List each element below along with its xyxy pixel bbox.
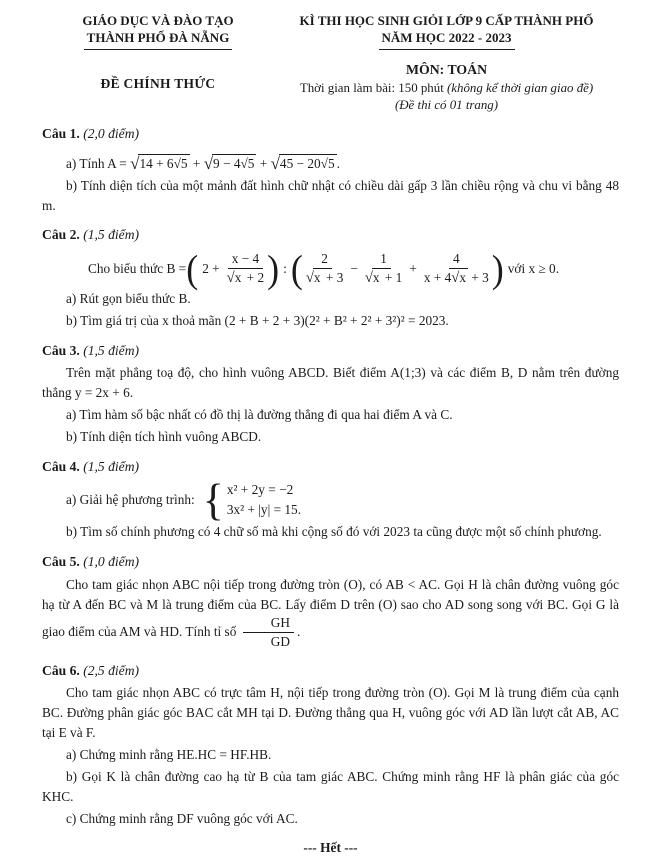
q1-number: Câu 1. bbox=[42, 126, 80, 142]
equation-1: x² + 2y = −2 bbox=[226, 482, 294, 498]
question-6 bbox=[42, 661, 619, 829]
ratio-numerator: GH bbox=[243, 615, 294, 634]
q3-number: Câu 3. bbox=[42, 342, 80, 358]
q4-points: (1,5 điểm) bbox=[83, 459, 140, 475]
q2-formula: Cho biểu thức B = ( 2 + $\frac{x - 4}{√x + 2}$ ) : ( 2 √x + 3 − $\frac{1}{√x + 1}$ + $\frac{4}{x + 4√x + 3}$ ) với x ≥ 0. bbox=[88, 247, 560, 291]
ratio-fraction bbox=[243, 615, 294, 651]
end-marker: --- Hết --- bbox=[303, 839, 358, 855]
subject-line: MÔN: TOÁN bbox=[405, 61, 488, 77]
exam-title-block bbox=[274, 13, 619, 114]
duration-note: (không kể thời gian giao đề) bbox=[447, 80, 594, 95]
q2-points: (1,5 điểm) bbox=[83, 227, 140, 243]
q4-part-a: a) Giải hệ phương trình: { x² + 2y = −2 3x² + |y| = 15. bbox=[66, 474, 302, 525]
equation-system bbox=[227, 480, 301, 520]
issuer-line2: THÀNH PHỐ ĐÀ NẴNG bbox=[84, 30, 233, 50]
page-count-note: (Đề thi có 01 trang) bbox=[394, 98, 499, 113]
q2-part-a: a) Rút gọn biểu thức B. bbox=[66, 291, 191, 307]
question-4 bbox=[42, 457, 619, 542]
issuer-line1: GIÁO DỤC VÀ ĐÀO TẠO bbox=[82, 13, 234, 28]
q3-points: (1,5 điểm) bbox=[83, 342, 140, 358]
question-1 bbox=[42, 124, 619, 215]
q3-intro: Trên mặt phẳng toạ độ, cho hình vuông ABCD. Biết điểm A(1;3) và các điểm B, D nằm trên đường thẳng y = 2x + 6. bbox=[42, 365, 619, 401]
duration-text: Thời gian làm bài: 150 phút bbox=[299, 80, 448, 95]
q4-heading bbox=[42, 457, 619, 477]
exam-header bbox=[42, 13, 619, 114]
q6-part-a: a) Chứng minh rằng HE.HC = HF.HB. bbox=[66, 746, 272, 762]
issuer-line2-wrap bbox=[42, 30, 274, 50]
q5-intro-text: Cho tam giác nhọn ABC nội tiếp trong đường tròn (O), có AB < AC. Gọi H là chân đường vuông góc hạ từ A đến BC và M là trung điểm của BC. Lấy điểm D trên (O) sao cho AD song song với BC. Gọi G là giao điểm của AM và HD. Tính tỉ số bbox=[42, 576, 619, 639]
exam-title-line2-wrap bbox=[274, 30, 619, 50]
question-5 bbox=[42, 552, 619, 650]
q4-part-b: b) Tìm số chính phương có 4 chữ số mà khi cộng số đó với 2023 ta cũng được một số chính phương. bbox=[66, 524, 602, 540]
q6-intro: Cho tam giác nhọn ABC có trực tâm H, nội tiếp trong đường tròn (O). Gọi M là trung điểm của cạnh BC. Đường phân giác góc BAC cắt MH tại D. Đường thẳng qua H, vuông góc với AD lần lượt cắt AB, AC tại E và F. bbox=[42, 685, 619, 741]
q1-heading bbox=[42, 124, 619, 144]
q6-number: Câu 6. bbox=[42, 662, 80, 678]
issuer-block bbox=[42, 13, 274, 92]
q2-number: Câu 2. bbox=[42, 227, 80, 243]
exam-title-line2: NĂM HỌC 2022 - 2023 bbox=[379, 30, 515, 50]
q6-heading bbox=[42, 661, 619, 681]
duration-line bbox=[274, 80, 619, 97]
exam-title-line1: KÌ THI HỌC SINH GIỎI LỚP 9 CẤP THÀNH PHỐ bbox=[299, 13, 594, 28]
q2-part-b: b) Tìm giá trị của x thoả mãn (2 + B + 2 + 3)(2² + B² + 2² + 3²)² = 2023. bbox=[66, 312, 449, 328]
q4-a-label: a) Giải hệ phương trình: bbox=[66, 492, 195, 508]
q1-points: (2,0 điểm) bbox=[83, 126, 140, 142]
q6-part-b: b) Gọi K là chân đường cao hạ từ B của tam giác ABC. Chứng minh rằng HF là phân giác của góc KHC. bbox=[42, 768, 619, 804]
q3-part-a: a) Tìm hàm số bậc nhất có đồ thị là đường thẳng đi qua hai điểm A và C. bbox=[66, 407, 453, 423]
exam-type-label: ĐỀ CHÍNH THỨC bbox=[100, 75, 216, 91]
q3-heading bbox=[42, 341, 619, 361]
q5-points: (1,0 điểm) bbox=[83, 554, 140, 570]
question-3 bbox=[42, 341, 619, 447]
q5-number: Câu 5. bbox=[42, 554, 80, 570]
q1-part-a: a) Tính A = √14 + 6√5 + √9 − 4√5 + √45 − 20√5 . bbox=[66, 153, 340, 173]
ratio-denominator: GD bbox=[270, 634, 290, 650]
equation-2: 3x² + |y| = 15. bbox=[226, 502, 302, 518]
question-2 bbox=[42, 225, 619, 330]
q6-part-c: c) Chứng minh rằng DF vuông góc với AC. bbox=[66, 810, 298, 826]
q5-outro: . bbox=[296, 623, 301, 639]
q6-points: (2,5 điểm) bbox=[83, 662, 140, 678]
q1-part-b: b) Tính diện tích của một mảnh đất hình chữ nhật có chiều dài gấp 3 lần chiều rộng và chu vi bằng 48 m. bbox=[42, 177, 619, 213]
q3-part-b: b) Tính diện tích hình vuông ABCD. bbox=[66, 429, 262, 445]
q4-number: Câu 4. bbox=[42, 459, 80, 475]
q2-heading bbox=[42, 225, 619, 245]
q5-heading bbox=[42, 552, 619, 572]
q5-intro bbox=[42, 575, 619, 651]
